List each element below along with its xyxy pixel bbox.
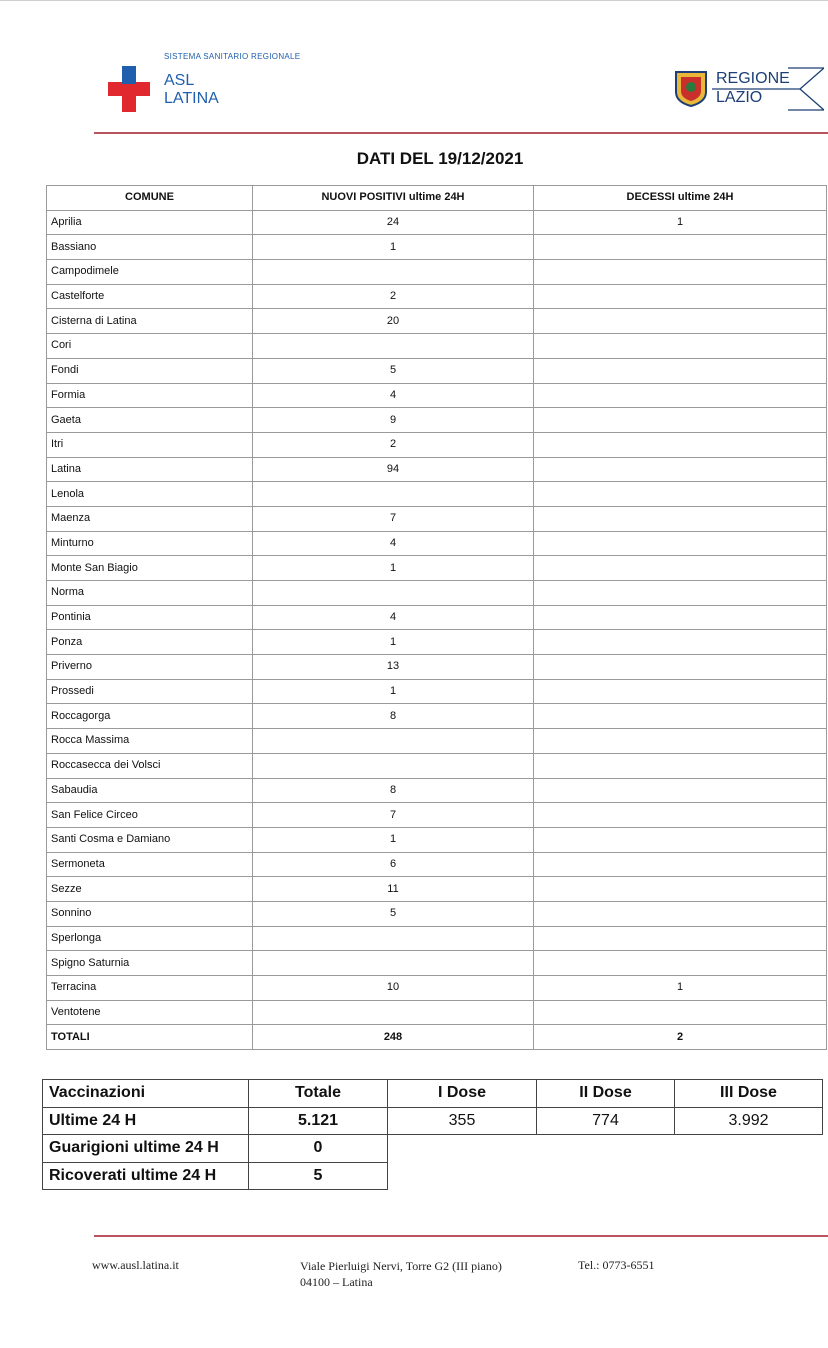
cell-nuovi-positivi: 6	[253, 852, 534, 877]
asl-name-line1: ASL	[164, 72, 195, 89]
cell-decessi	[534, 581, 827, 606]
cell-comune: Cisterna di Latina	[47, 309, 253, 334]
cell-nuovi-positivi: 7	[253, 506, 534, 531]
cell-comune: Castelforte	[47, 284, 253, 309]
header-nuovi-positivi: NUOVI POSITIVI ultime 24H	[253, 186, 534, 211]
cell-comune: Minturno	[47, 531, 253, 556]
table-row	[47, 408, 827, 433]
cell-nuovi-positivi: 1	[253, 556, 534, 581]
table-row	[47, 704, 827, 729]
table-row	[47, 432, 827, 457]
comuni-table	[46, 185, 827, 1050]
table-row	[47, 827, 827, 852]
table-row	[47, 506, 827, 531]
vac-header-row	[43, 1080, 823, 1108]
regione-line2: LAZIO	[716, 89, 763, 106]
table-row	[47, 482, 827, 507]
cell-comune: Lenola	[47, 482, 253, 507]
header-comune: COMUNE	[47, 186, 253, 211]
cell-decessi	[534, 753, 827, 778]
table-row	[47, 605, 827, 630]
cell-decessi	[534, 1000, 827, 1025]
guarigioni-value: 0	[249, 1135, 388, 1163]
cell-decessi	[534, 655, 827, 680]
table-row	[47, 358, 827, 383]
cell-comune: Itri	[47, 432, 253, 457]
cell-nuovi-positivi	[253, 1000, 534, 1025]
cell-nuovi-positivi: 8	[253, 704, 534, 729]
table-row	[47, 235, 827, 260]
cell-nuovi-positivi	[253, 260, 534, 285]
red-cross-icon	[108, 66, 150, 112]
cell-decessi	[534, 383, 827, 408]
table-row	[47, 729, 827, 754]
vac-value-iii-dose: 3.992	[675, 1107, 823, 1135]
cell-nuovi-positivi: 4	[253, 531, 534, 556]
table-row	[47, 284, 827, 309]
asl-name	[164, 72, 219, 108]
table-row	[47, 753, 827, 778]
cell-nuovi-positivi	[253, 334, 534, 359]
cell-nuovi-positivi: 1	[253, 679, 534, 704]
cell-comune: Prossedi	[47, 679, 253, 704]
cell-decessi: 1	[534, 976, 827, 1001]
page-title: DATI DEL 19/12/2021	[356, 149, 524, 168]
cell-nuovi-positivi: 4	[253, 605, 534, 630]
totals-row	[47, 1025, 827, 1050]
cell-comune: Norma	[47, 581, 253, 606]
cell-decessi	[534, 704, 827, 729]
footer-address-line2: 04100 – Latina	[300, 1275, 373, 1289]
cell-nuovi-positivi: 2	[253, 284, 534, 309]
cell-comune: Sabaudia	[47, 778, 253, 803]
cell-comune: Latina	[47, 457, 253, 482]
cell-decessi	[534, 951, 827, 976]
cell-comune: San Felice Circeo	[47, 803, 253, 828]
table-row	[47, 334, 827, 359]
cell-comune: Aprilia	[47, 210, 253, 235]
table-row	[47, 976, 827, 1001]
cell-comune: Sonnino	[47, 901, 253, 926]
cell-nuovi-positivi: 8	[253, 778, 534, 803]
cell-decessi	[534, 877, 827, 902]
table-row	[47, 260, 827, 285]
footer-tel: Tel.: 0773-6551	[578, 1258, 655, 1272]
asl-latina-logo	[108, 50, 328, 116]
table-row	[47, 901, 827, 926]
cell-comune: Campodimele	[47, 260, 253, 285]
cell-comune: Cori	[47, 334, 253, 359]
cell-nuovi-positivi: 1	[253, 827, 534, 852]
cell-comune: Sermoneta	[47, 852, 253, 877]
cell-nuovi-positivi	[253, 482, 534, 507]
cell-decessi	[534, 482, 827, 507]
cell-comune: Priverno	[47, 655, 253, 680]
table-row	[47, 457, 827, 482]
cell-comune: Monte San Biagio	[47, 556, 253, 581]
cell-decessi	[534, 803, 827, 828]
table-row	[47, 877, 827, 902]
cell-nuovi-positivi: 5	[253, 358, 534, 383]
table-row	[47, 531, 827, 556]
cell-comune: Spigno Saturnia	[47, 951, 253, 976]
cell-nuovi-positivi: 20	[253, 309, 534, 334]
table-row	[47, 778, 827, 803]
cell-nuovi-positivi: 7	[253, 803, 534, 828]
cell-decessi	[534, 901, 827, 926]
cell-comune: TOTALI	[47, 1025, 253, 1050]
footer-address	[300, 1258, 502, 1290]
cell-decessi: 1	[534, 210, 827, 235]
cell-decessi	[534, 778, 827, 803]
table-row	[47, 926, 827, 951]
table-row	[47, 655, 827, 680]
guarigioni-label: Guarigioni ultime 24 H	[43, 1135, 249, 1163]
cell-decessi	[534, 729, 827, 754]
cell-comune: Gaeta	[47, 408, 253, 433]
vac-header-iii-dose: III Dose	[675, 1080, 823, 1108]
cell-decessi	[534, 309, 827, 334]
cell-comune: Rocca Massima	[47, 729, 253, 754]
guarigioni-row	[43, 1135, 823, 1163]
cell-comune: Terracina	[47, 976, 253, 1001]
cell-decessi	[534, 334, 827, 359]
cell-nuovi-positivi: 1	[253, 235, 534, 260]
footer-divider	[94, 1235, 828, 1237]
cell-decessi	[534, 556, 827, 581]
cell-comune: Pontinia	[47, 605, 253, 630]
ricoverati-row	[43, 1162, 823, 1190]
cell-comune: Roccagorga	[47, 704, 253, 729]
table-row	[47, 1000, 827, 1025]
cell-nuovi-positivi: 4	[253, 383, 534, 408]
cell-comune: Ponza	[47, 630, 253, 655]
cell-nuovi-positivi	[253, 581, 534, 606]
cell-nuovi-positivi: 11	[253, 877, 534, 902]
cell-decessi	[534, 408, 827, 433]
top-border	[0, 0, 828, 1]
cell-decessi	[534, 852, 827, 877]
cell-decessi	[534, 457, 827, 482]
cell-comune: Sezze	[47, 877, 253, 902]
asl-name-line2: LATINA	[164, 90, 219, 107]
cell-nuovi-positivi: 2	[253, 432, 534, 457]
cell-nuovi-positivi	[253, 951, 534, 976]
cell-nuovi-positivi: 248	[253, 1025, 534, 1050]
table-row	[47, 556, 827, 581]
vac-header-totale: Totale	[249, 1080, 388, 1108]
cell-decessi	[534, 358, 827, 383]
vac-label-line1: Vaccinazioni	[43, 1080, 249, 1108]
asl-subtitle: SISTEMA SANITARIO REGIONALE	[164, 52, 301, 61]
cell-nuovi-positivi: 24	[253, 210, 534, 235]
cell-comune: Fondi	[47, 358, 253, 383]
cell-nuovi-positivi	[253, 926, 534, 951]
cell-decessi	[534, 605, 827, 630]
cell-decessi: 2	[534, 1025, 827, 1050]
cell-decessi	[534, 531, 827, 556]
vac-value-ii-dose: 774	[537, 1107, 675, 1135]
blank-cell	[388, 1135, 823, 1163]
table-row	[47, 852, 827, 877]
cell-comune: Bassiano	[47, 235, 253, 260]
regione-line1: REGIONE	[716, 70, 790, 87]
cell-decessi	[534, 926, 827, 951]
table-row	[47, 210, 827, 235]
cell-nuovi-positivi: 10	[253, 976, 534, 1001]
cell-decessi	[534, 679, 827, 704]
footer-website[interactable]: www.ausl.latina.it	[92, 1258, 179, 1272]
vaccinazioni-table	[42, 1079, 823, 1190]
cell-decessi	[534, 630, 827, 655]
cell-comune: Santi Cosma e Damiano	[47, 827, 253, 852]
cell-decessi	[534, 827, 827, 852]
regione-lazio-logo	[672, 66, 824, 112]
cell-decessi	[534, 284, 827, 309]
table-body	[47, 210, 827, 1049]
vac-label-line2: Ultime 24 H	[43, 1107, 249, 1135]
cell-nuovi-positivi: 13	[253, 655, 534, 680]
cell-nuovi-positivi: 94	[253, 457, 534, 482]
table-row	[47, 679, 827, 704]
cell-decessi	[534, 235, 827, 260]
cell-comune: Ventotene	[47, 1000, 253, 1025]
table-row	[47, 383, 827, 408]
table-row	[47, 803, 827, 828]
footer-address-line1: Viale Pierluigi Nervi, Torre G2 (III piano)	[300, 1259, 502, 1273]
table-header-row	[47, 186, 827, 211]
ricoverati-label: Ricoverati ultime 24 H	[43, 1162, 249, 1190]
cell-nuovi-positivi: 5	[253, 901, 534, 926]
cell-nuovi-positivi	[253, 729, 534, 754]
table-row	[47, 581, 827, 606]
cell-comune: Maenza	[47, 506, 253, 531]
table-row	[47, 630, 827, 655]
header-divider	[94, 132, 828, 134]
vac-values-row	[43, 1107, 823, 1135]
header-decessi: DECESSI ultime 24H	[534, 186, 827, 211]
regione-lazio-name	[716, 69, 790, 107]
vac-header-ii-dose: II Dose	[537, 1080, 675, 1108]
blank-cell	[388, 1162, 823, 1190]
cell-decessi	[534, 432, 827, 457]
regione-lazio-emblem-icon	[672, 68, 710, 108]
ricoverati-value: 5	[249, 1162, 388, 1190]
vac-header-i-dose: I Dose	[388, 1080, 537, 1108]
vac-value-totale: 5.121	[249, 1107, 388, 1135]
table-row	[47, 309, 827, 334]
vac-value-i-dose: 355	[388, 1107, 537, 1135]
cell-nuovi-positivi: 1	[253, 630, 534, 655]
cell-comune: Sperlonga	[47, 926, 253, 951]
cell-nuovi-positivi: 9	[253, 408, 534, 433]
cell-nuovi-positivi	[253, 753, 534, 778]
table-row	[47, 951, 827, 976]
cell-decessi	[534, 260, 827, 285]
cell-comune: Roccasecca dei Volsci	[47, 753, 253, 778]
cell-decessi	[534, 506, 827, 531]
cell-comune: Formia	[47, 383, 253, 408]
